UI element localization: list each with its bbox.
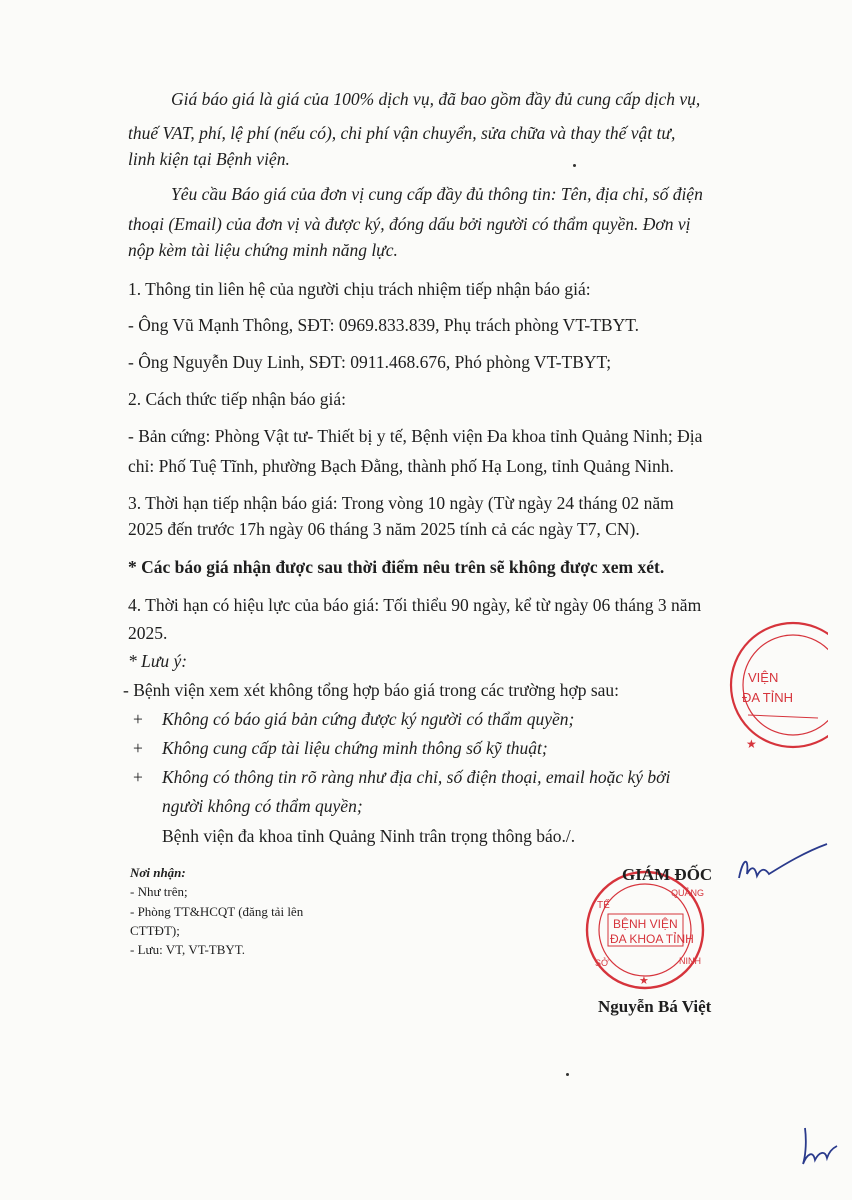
recipient-1: - Như trên; <box>130 884 188 899</box>
late-warning: * Các báo giá nhận được sau thời điểm nêu trên sẽ không được xem xét. <box>128 557 665 577</box>
signature-title: GIÁM ĐỐC <box>622 865 713 884</box>
partial-stamp-text-2: ĐA TỈNH <box>742 690 794 705</box>
section2-heading: 2. Cách thức tiếp nhận báo giá: <box>128 389 346 409</box>
scan-dot-1 <box>573 164 576 167</box>
note-item-1: Không có báo giá bản cứng được ký người có thẩm quyền; <box>162 709 575 729</box>
section2-line1: - Bản cứng: Phòng Vật tư- Thiết bị y tế, Bệnh viện Đa khoa tỉnh Quảng Ninh; Địa <box>128 426 703 446</box>
stamp-line-1: BỆNH VIỆN <box>613 917 678 931</box>
signature-mark-1 <box>735 838 830 888</box>
note-heading: * Lưu ý: <box>128 651 188 671</box>
note-item-3-cont: người không có thẩm quyền; <box>162 796 363 816</box>
scan-dot-2 <box>566 1073 569 1076</box>
stamp-line-2: ĐA KHOA TỈNH <box>610 932 694 946</box>
stamp-star: ★ <box>639 975 649 987</box>
recipient-2-cont: CTTĐT); <box>130 923 180 938</box>
intro-p1-line1: Giá báo giá là giá của 100% dịch vụ, đã bao gồm đầy đủ cung cấp dịch vụ, <box>171 89 701 109</box>
contact-2: - Ông Nguyễn Duy Linh, SĐT: 0911.468.676, Phó phòng VT-TBYT; <box>128 352 612 372</box>
section1-heading: 1. Thông tin liên hệ của người chịu trách nhiệm tiếp nhận báo giá: <box>128 279 591 299</box>
note-bullet-2: + <box>133 738 143 758</box>
section3-line1: 3. Thời hạn tiếp nhận báo giá: Trong vòng 10 ngày (Từ ngày 24 tháng 02 năm <box>128 493 674 513</box>
stamp-ring-4: NINH <box>679 956 701 966</box>
recipient-3: - Lưu: VT, VT-TBYT. <box>130 942 246 957</box>
initial-mark <box>795 1120 840 1170</box>
section4-line1: 4. Thời hạn có hiệu lực của báo giá: Tối thiểu 90 ngày, kể từ ngày 06 tháng 3 năm <box>128 595 702 615</box>
stamp-ring-1: TẾ <box>597 900 610 911</box>
stamp-ring-3: SỞ <box>595 958 609 968</box>
stamp-ring-2: QUẢNG <box>671 888 705 898</box>
recipient-2: - Phòng TT&HCQT (đăng tải lên <box>130 904 304 919</box>
note-bullet-1: + <box>133 709 143 729</box>
section3-line2: 2025 đến trước 17h ngày 06 tháng 3 năm 2025 tính cả các ngày T7, CN). <box>128 519 640 539</box>
signer-name: Nguyễn Bá Việt <box>598 997 712 1016</box>
note-intro: - Bệnh viện xem xét không tổng hợp báo giá trong các trường hợp sau: <box>123 680 620 700</box>
note-item-2: Không cung cấp tài liệu chứng minh thông số kỹ thuật; <box>162 738 548 758</box>
note-bullet-3: + <box>133 767 143 787</box>
section2-line2: chỉ: Phố Tuệ Tĩnh, phường Bạch Đằng, thành phố Hạ Long, tỉnh Quảng Ninh. <box>128 456 674 476</box>
section4-line2: 2025. <box>128 623 168 643</box>
partial-stamp-star: ★ <box>746 737 757 751</box>
intro-p2-line3: nộp kèm tài liệu chứng minh năng lực. <box>128 240 398 260</box>
recipients-title: Nơi nhận: <box>130 865 186 880</box>
partial-stamp-text-1: VIỆN <box>748 670 779 685</box>
note-item-3: Không có thông tin rõ ràng như địa chỉ, số điện thoại, email hoặc ký bởi <box>162 767 671 787</box>
intro-p1-line3: linh kiện tại Bệnh viện. <box>128 149 290 169</box>
partial-stamp <box>718 620 828 760</box>
intro-p2-line2: thoại (Email) của đơn vị và được ký, đóng dấu bởi người có thẩm quyền. Đơn vị <box>128 214 691 234</box>
closing-line: Bệnh viện đa khoa tỉnh Quảng Ninh trân trọng thông báo./. <box>162 826 576 846</box>
intro-p2-line1: Yêu cầu Báo giá của đơn vị cung cấp đầy đủ thông tin: Tên, địa chỉ, số điện <box>171 184 703 204</box>
intro-p1-line2: thuế VAT, phí, lệ phí (nếu có), chi phí vận chuyển, sửa chữa và thay thế vật tư, <box>128 123 676 143</box>
contact-1: - Ông Vũ Mạnh Thông, SĐT: 0969.833.839, Phụ trách phòng VT-TBYT. <box>128 315 639 335</box>
